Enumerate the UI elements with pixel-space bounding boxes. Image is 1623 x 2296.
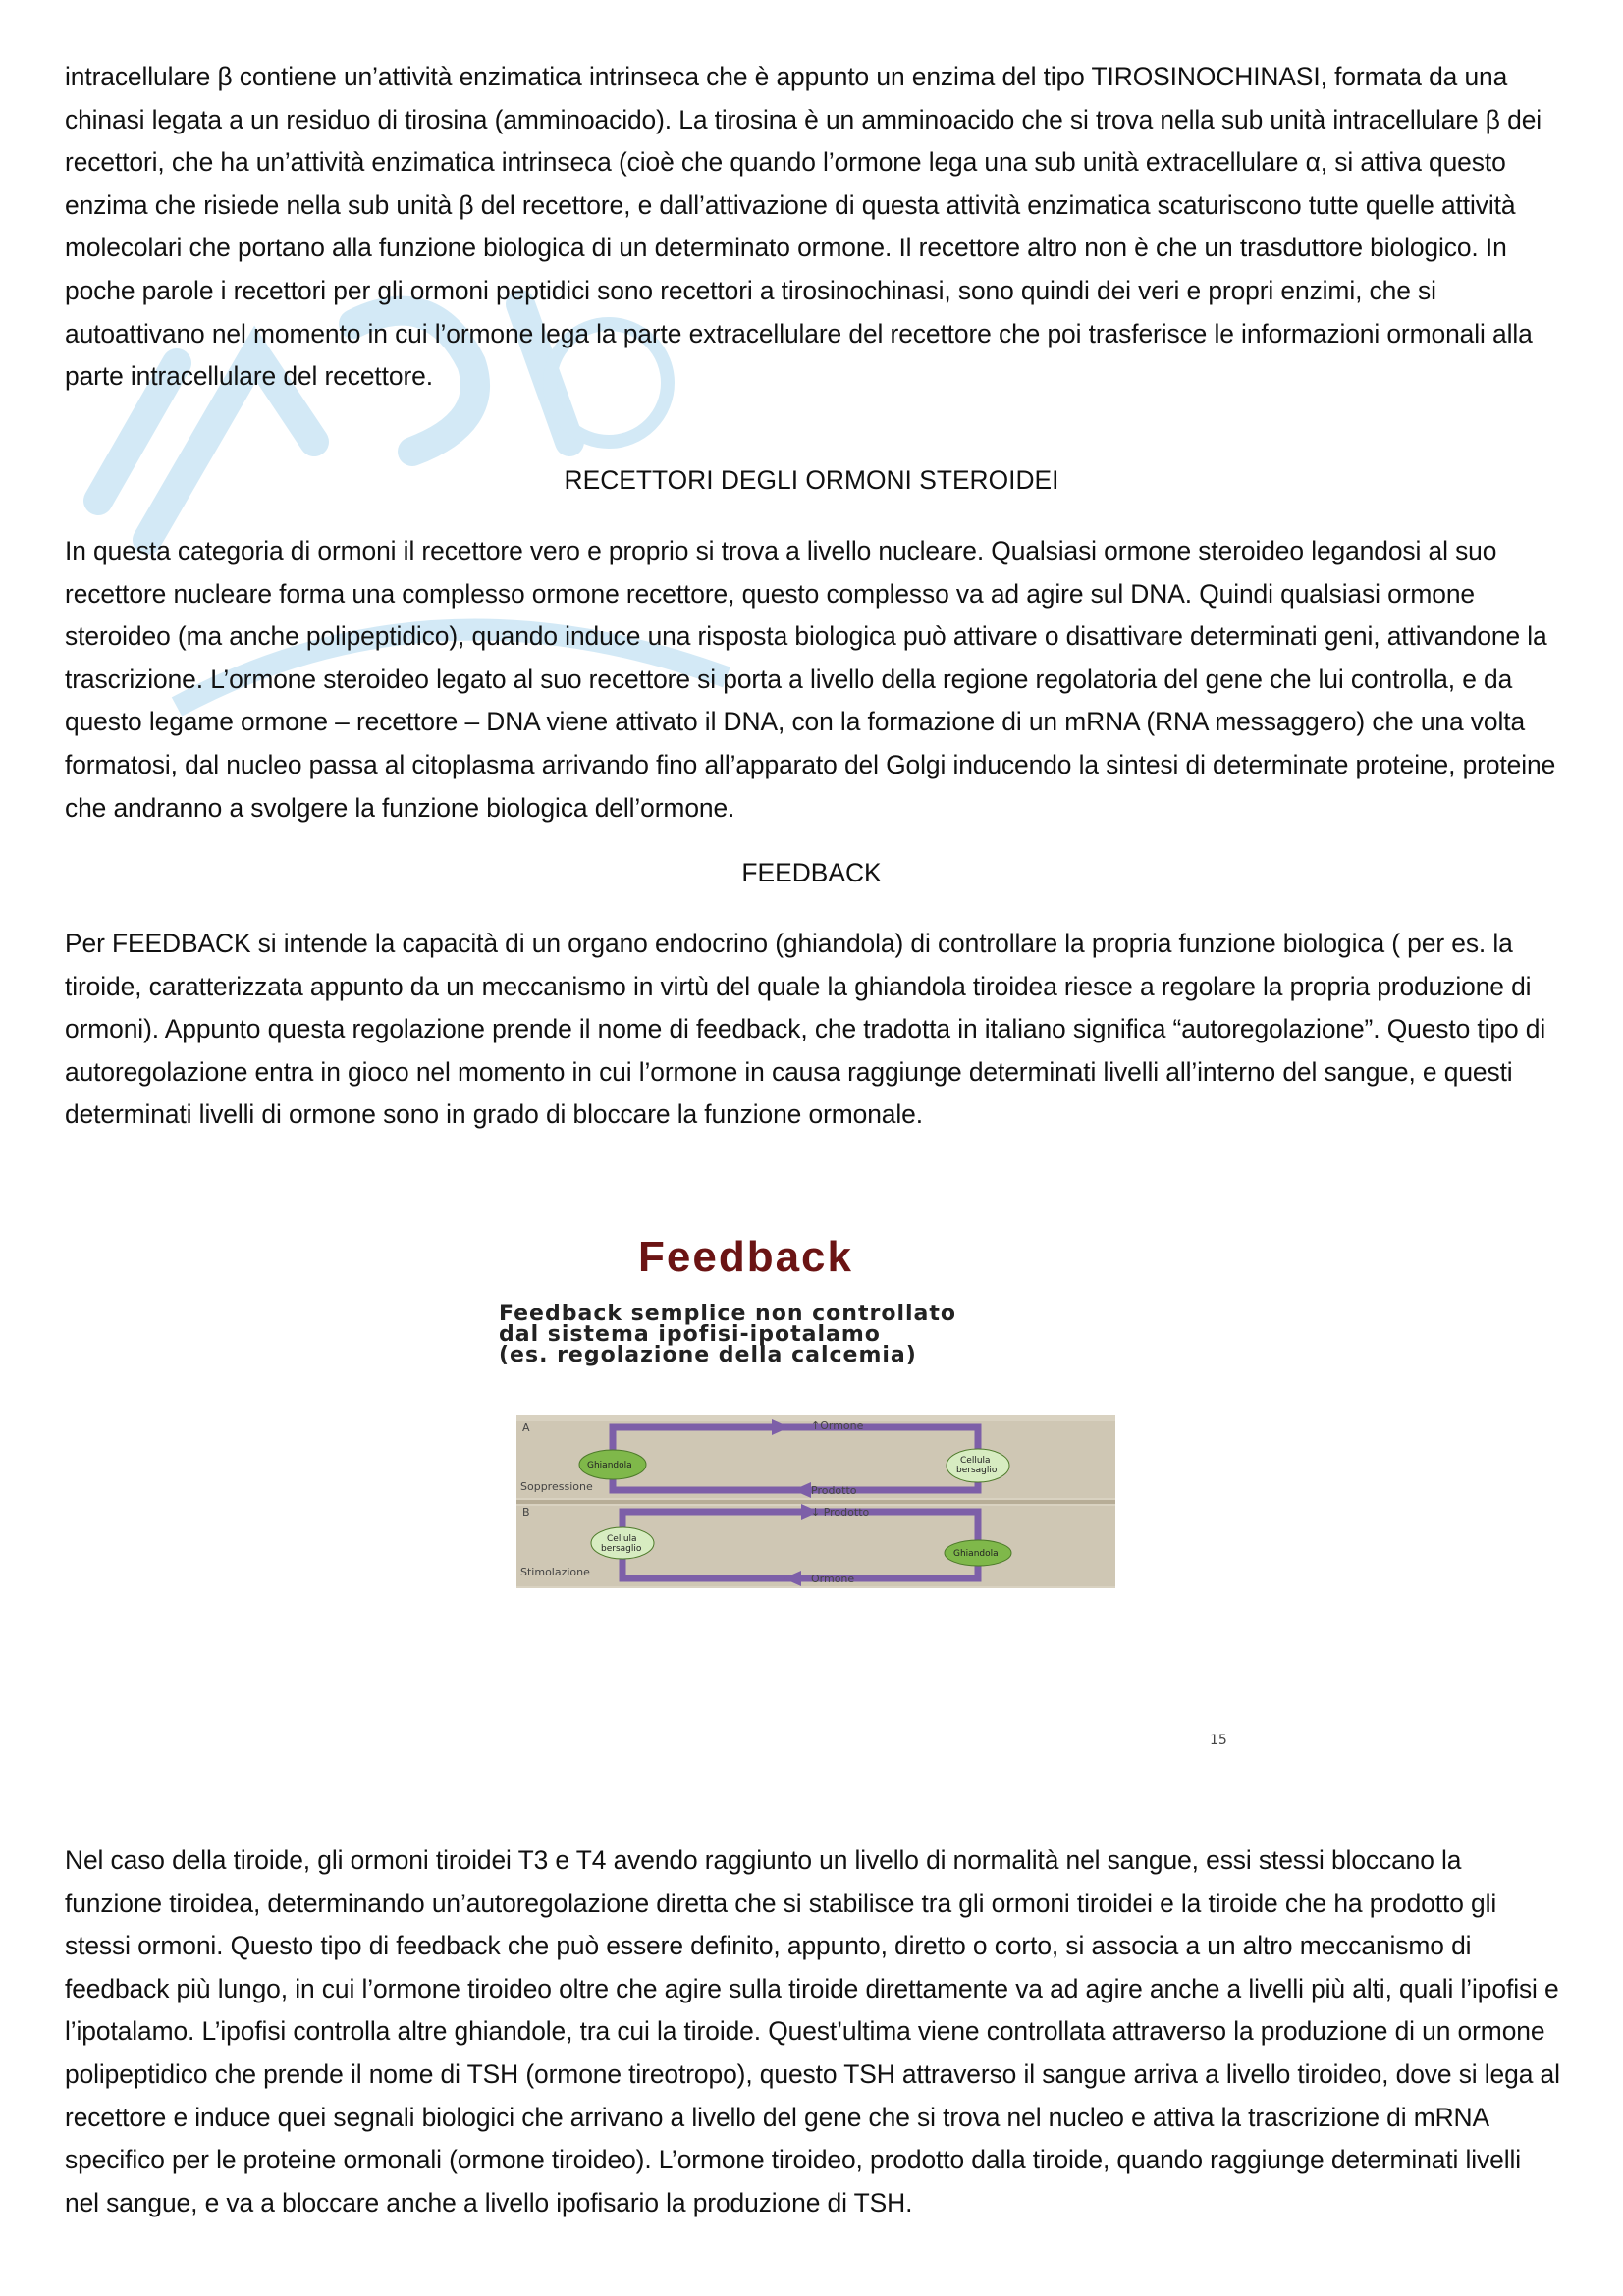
figure-subtitle-line: (es. regolazione della calcemia) <box>499 1343 917 1367</box>
figure-title: Feedback <box>638 1233 853 1281</box>
label-ormone-up: ↑Ormone <box>811 1419 864 1432</box>
paragraph-receptor-tyrosine-kinase <box>65 56 1561 399</box>
figure-subtitle-line: Feedback semplice non controllato <box>499 1302 956 1326</box>
paragraph-text: intracellulare β contiene un’attività enzimatica intrinseca che è appunto un enzima del tipo TIROSINOCHINASI, formata da una chinasi legata a un residuo di tirosina (amminoacido). La tirosina è un amminoacido che si trova nella sub unità intracellulare β dei recettori, che ha un’attività enzimatica intrinseca (cioè che quando l’ormone lega una sub unità extracellulare α, si attiva questo enzima che risiede nella sub unità β del recettore, e dall’attivazione di questa attività enzimatica scaturiscono tutte quelle attività molecolari che portano alla funzione biologica di un determinato ormone. Il recettore altro non è che un trasduttore biologico. In poche parole i recettori per gli ormoni peptidici sono recettori a tirosinochinasi, sono quindi dei veri e propri enzimi, che si autoattivano nel momento in cui l’ormone lega la parte extracellulare del recettore che poi trasferisce le informazioni ormonali alla parte intracellulare del recettore. <box>65 62 1542 392</box>
figure-page-number: 15 <box>1210 1733 1227 1748</box>
figure-subtitle <box>499 1304 956 1365</box>
figure-subtitle-line: dal sistema ipofisi-ipotalamo <box>499 1322 881 1347</box>
label-soppressione: Soppressione <box>520 1480 593 1493</box>
heading-steroid-receptors: RECETTORI DEGLI ORMONI STEROIDEI <box>564 465 1059 495</box>
panel-a-label: A <box>522 1421 530 1434</box>
label-prodotto-down: ↓ Prodotto <box>811 1506 870 1519</box>
feedback-diagram <box>516 1415 1115 1588</box>
node-cellula-b-label: Cellula <box>607 1534 637 1544</box>
paragraph-steroid-receptors <box>65 530 1561 829</box>
label-stimolazione: Stimolazione <box>520 1566 590 1578</box>
panel-b-label: B <box>522 1506 530 1519</box>
node-cellula-a-label: bersaglio <box>956 1466 998 1475</box>
heading-feedback: FEEDBACK <box>741 858 882 887</box>
node-cellula-b-label: bersaglio <box>601 1544 642 1554</box>
diagram-divider <box>516 1500 1115 1504</box>
paragraph-thyroid-feedback <box>65 1840 1561 2224</box>
paragraph-text: Nel caso della tiroide, gli ormoni tiroidei T3 e T4 avendo raggiunto un livello di normalità nel sangue, essi stessi bloccano la funzione tiroidea, determinando un’autoregolazione diretta che si stabilisce tra gli ormoni tiroidei e la tiroide che ha prodotto gli stessi ormoni. Questo tipo di feedback che può essere definito, appunto, diretto o corto, si associa a un altro meccanismo di feedback più lungo, in cui l’ormone tiroideo oltre che agire sulla tiroide direttamente va ad agire anche a livelli più alti, quali l’ipofisi e l’ipotalamo. L’ipofisi controlla altre ghiandole, tra cui la tiroide. Quest’ultima viene controllata attraverso la produzione di un ormone polipeptidico che prende il nome di TSH (ormone tireotropo), questo TSH attraverso il sangue arriva a livello tiroideo, dove si lega al recettore e induce quei segnali biologici che arrivano a livello del gene che si trova nel nucleo e attiva la trascrizione di mRNA specifico per le proteine ormonali (ormone tiroideo). L’ormone tiroideo, prodotto dalla tiroide, quando raggiunge determinati livelli nel sangue, e va a bloccare anche a livello ipofisario la produzione di TSH. <box>65 1845 1560 2217</box>
node-ghiandola-b-label: Ghiandola <box>953 1549 999 1559</box>
label-ormone: Ormone <box>811 1573 855 1585</box>
paragraph-feedback-definition <box>65 923 1561 1137</box>
paragraph-text: Per FEEDBACK si intende la capacità di un organo endocrino (ghiandola) di controllare la propria funzione biologica ( per es. la tiroide, caratterizzata appunto da un meccanismo in virtù del quale la ghiandola tiroidea riesce a regolare la propria produzione di ormoni). Appunto questa regolazione prende il nome di feedback, che tradotta in italiano significa “autoregolazione”. Questo tipo di autoregolazione entra in gioco nel momento in cui l’ormone in causa raggiunge determinati livelli all’interno del sangue, e questi determinati livelli di ormone sono in grado di bloccare la funzione ormonale. <box>65 929 1546 1130</box>
node-ghiandola-a-label: Ghiandola <box>587 1461 632 1470</box>
label-prodotto: Prodotto <box>811 1484 857 1497</box>
paragraph-text: In questa categoria di ormoni il recettore vero e proprio si trova a livello nucleare. Qualsiasi ormone steroideo legandosi al suo recettore nucleare forma una complesso ormone recettore, questo complesso va ad agire sul DNA. Quindi qualsiasi ormone steroideo (ma anche polipeptidico), quando induce una risposta biologica può attivare o disattivare determinati geni, attivandone la trascrizione. L’ormone steroideo legato al suo recettore si porta a livello della regione regolatoria del gene che lui controlla, e da questo legame ormone – recettore – DNA viene attivato il DNA, con la formazione di un mRNA (RNA messaggero) che una volta formatosi, dal nucleo passa al citoplasma arrivando fino all’apparato del Golgi inducendo la sintesi di determinate proteine, proteine che andranno a svolgere la funzione biologica dell’ormone. <box>65 536 1556 823</box>
node-cellula-a-label: Cellula <box>960 1456 991 1466</box>
feedback-figure <box>491 1227 1257 1777</box>
